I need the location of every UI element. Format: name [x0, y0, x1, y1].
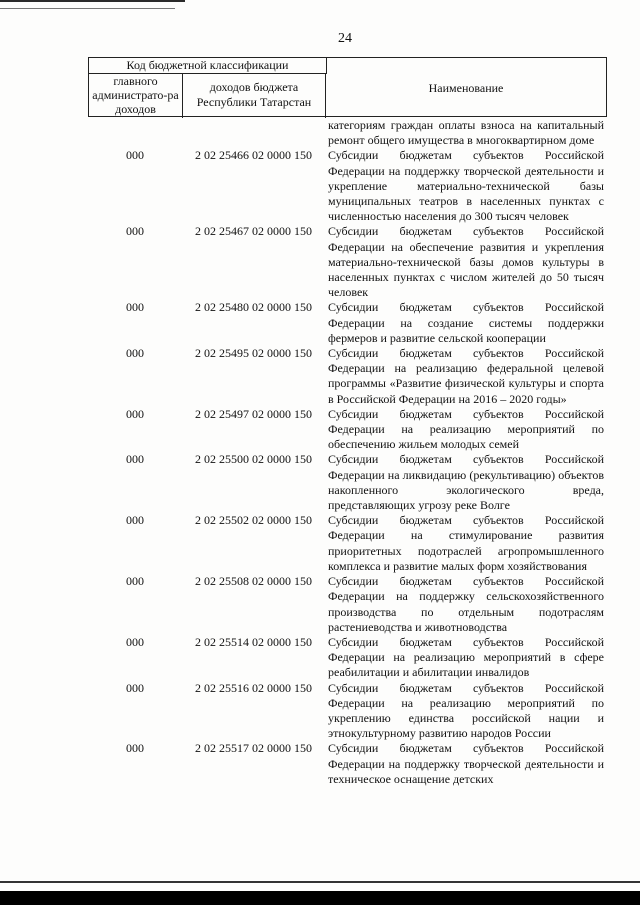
table-row	[88, 635, 607, 681]
row-admin-code: 000	[126, 680, 144, 695]
row-income-code: 2 02 25497 02 0000 150	[195, 406, 312, 421]
table-row	[88, 346, 607, 407]
table-row	[88, 574, 607, 635]
scan-edge-line	[0, 881, 640, 883]
row-income-code: 2 02 25502 02 0000 150	[195, 513, 312, 528]
header-name-column: Наименование	[428, 81, 504, 95]
budget-classification-table	[88, 57, 607, 787]
row-admin-code: 000	[126, 574, 144, 589]
row-name: Субсидии бюджетам субъектов Российской Федерации на реализацию мероприятий по укреплению единства российской нации и этнокультурному развитию народов России	[328, 680, 604, 741]
header-code-group: Код бюджетной классификации	[89, 58, 327, 74]
row-income-code: 2 02 25480 02 0000 150	[195, 300, 312, 315]
header-divider	[89, 116, 606, 117]
row-name: Субсидии бюджетам субъектов Российской Федерации на реализацию мероприятий по обеспечению жильем молодых семей	[328, 406, 604, 452]
row-income-code: 2 02 25466 02 0000 150	[195, 148, 312, 163]
row-name: Субсидии бюджетам субъектов Российской Федерации на создание системы поддержки фермеров и развитие сельской кооперации	[328, 300, 604, 345]
row-name: Субсидии бюджетам субъектов Российской Федерации на реализацию мероприятий в сфере реабилитации и абилитации инвалидов	[328, 634, 604, 680]
table-header	[88, 57, 607, 117]
row-admin-code: 000	[126, 452, 144, 467]
row-admin-code: 000	[126, 346, 144, 361]
table-row	[88, 407, 607, 453]
row-name: Субсидии бюджетам субъектов Российской Федерации на ликвидацию (рекультивацию) объектов накопленного экологического вреда, представляющих угрозу реке Волге	[328, 452, 604, 513]
row-admin-code: 000	[126, 224, 144, 239]
table-row	[88, 300, 607, 346]
row-name: Субсидии бюджетам субъектов Российской Федерации на поддержку творческой деятельности и техническое оснащение детских	[328, 741, 604, 786]
scan-edge-line	[0, 8, 175, 9]
row-name: Субсидии бюджетам субъектов Российской Федерации на поддержку творческой деятельности и укрепление материально-технической базы муниципальных театров в населенных пунктах с численностью населения до 300 тысяч человек	[328, 148, 604, 224]
table-row-continuation	[88, 118, 607, 148]
row-admin-code: 000	[126, 406, 144, 421]
row-name: Субсидии бюджетам субъектов Российской Федерации на поддержку сельскохозяйственного производства по отдельным подотраслям растениеводства и животноводства	[328, 574, 604, 634]
table-row	[88, 148, 607, 224]
row-income-code: 2 02 25508 02 0000 150	[195, 574, 312, 589]
row-income-code: 2 02 25516 02 0000 150	[195, 680, 312, 695]
row-name: категориям граждан оплаты взноса на капитальный ремонт общего имущества в многоквартирном доме	[328, 118, 604, 148]
row-admin-code: 000	[126, 300, 144, 315]
row-income-code: 2 02 25467 02 0000 150	[195, 224, 312, 239]
header-income-column: доходов бюджета Республики Татарстан	[183, 73, 326, 118]
row-name: Субсидии бюджетам субъектов Российской Федерации на стимулирование развития приоритетных подотраслей агропромышленного комплекса и развитие малых форм хозяйствования	[328, 513, 604, 573]
page-number: 24	[338, 31, 352, 46]
table-row	[88, 741, 607, 787]
table-row	[88, 681, 607, 742]
table-row	[88, 452, 607, 513]
row-name: Субсидии бюджетам субъектов Российской Федерации на реализацию федеральной целевой программы «Развитие физической культуры и спорта в Российской Федерации на 2016 – 2020 годы»	[328, 346, 604, 406]
scan-edge-line	[0, 0, 185, 2]
table-row	[88, 224, 607, 300]
row-income-code: 2 02 25495 02 0000 150	[195, 346, 312, 361]
row-income-code: 2 02 25517 02 0000 150	[195, 741, 312, 756]
table-row	[88, 513, 607, 574]
scan-edge-bar	[0, 891, 640, 905]
table-body	[88, 118, 607, 787]
header-admin-column: главного администрато-ра доходов	[89, 73, 183, 118]
row-admin-code: 000	[126, 513, 144, 528]
row-income-code: 2 02 25514 02 0000 150	[195, 634, 312, 649]
row-income-code: 2 02 25500 02 0000 150	[195, 452, 312, 467]
row-name: Субсидии бюджетам субъектов Российской Федерации на обеспечение развития и укрепления материально-технической базы домов культуры в населенных пунктах с числом жителей до 50 тысяч человек	[328, 224, 604, 300]
row-admin-code: 000	[126, 741, 144, 756]
row-admin-code: 000	[126, 148, 144, 163]
row-admin-code: 000	[126, 634, 144, 649]
